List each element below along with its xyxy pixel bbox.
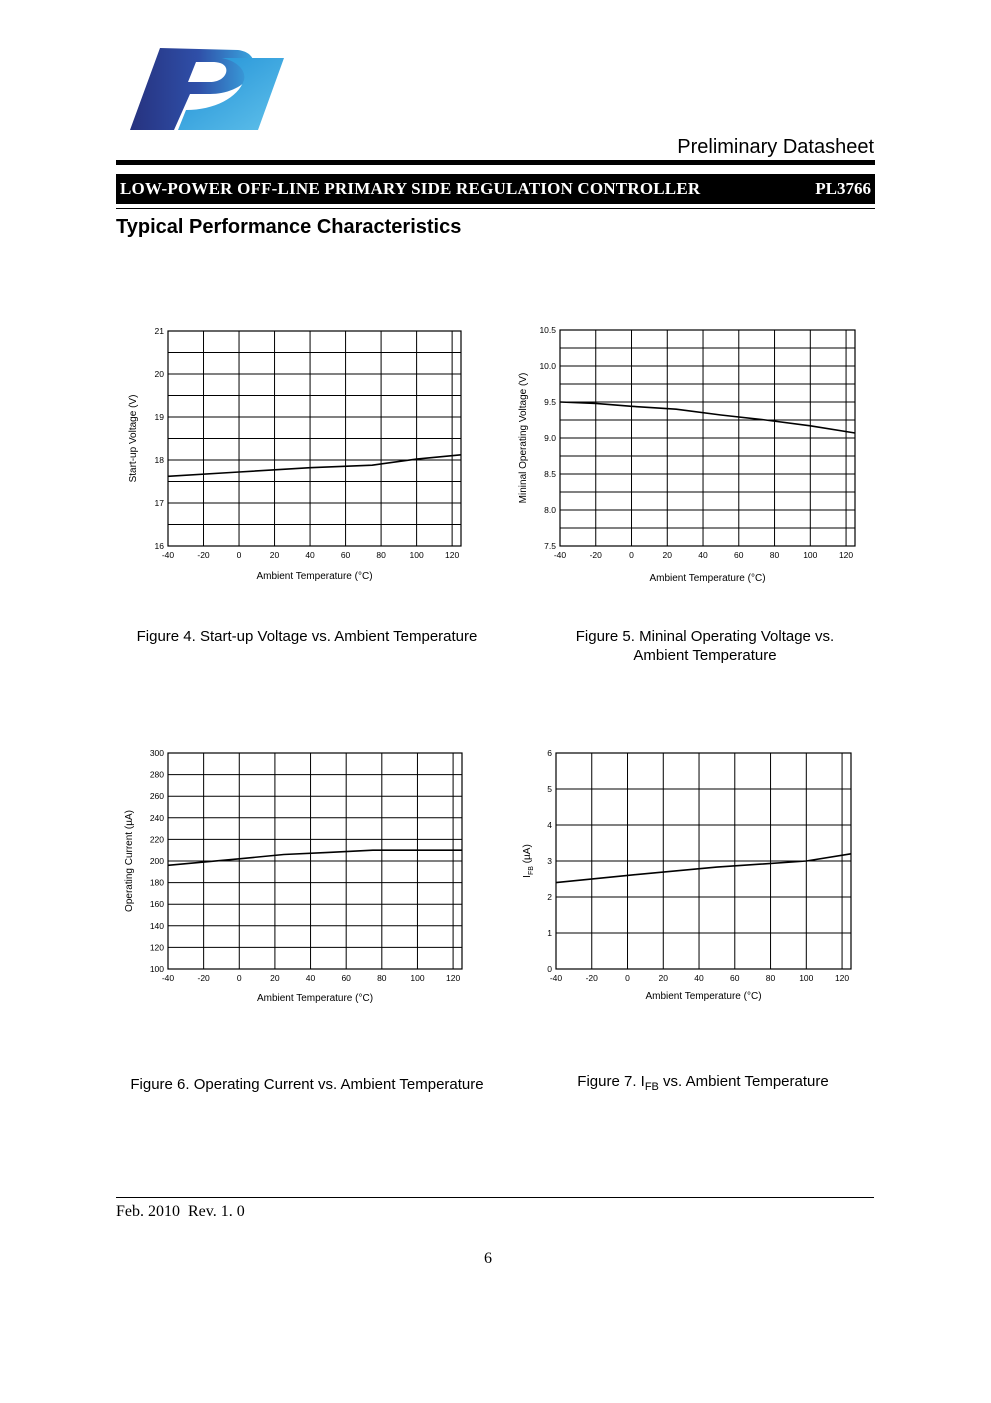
x-tick-label: -40 — [549, 973, 563, 983]
x-tick-label: 40 — [305, 973, 316, 983]
y-tick-label: 100 — [149, 964, 164, 974]
document-type-label: Preliminary Datasheet — [677, 136, 874, 158]
y-tick-label: 140 — [149, 920, 164, 931]
x-tick-label: 0 — [236, 550, 242, 560]
x-tick-label: 100 — [409, 550, 424, 560]
y-tick-label: 19 — [154, 412, 164, 422]
chart-ifb — [508, 742, 878, 1010]
y-axis-label — [522, 844, 535, 878]
y-tick-label: 120 — [149, 942, 164, 953]
figure-4-caption-text: Figure 4. Start-up Voltage vs. Ambient Temperature — [136, 628, 478, 645]
y-tick-label: 18 — [154, 455, 164, 465]
chart-minimal-operating-voltage — [508, 320, 878, 592]
chart-operating-current — [118, 742, 478, 1012]
x-tick-label: 60 — [734, 550, 744, 560]
y-tick-label: 3 — [547, 856, 552, 866]
x-tick-label: 120 — [445, 550, 460, 560]
figure-5-caption-line-2: Ambient Temperature — [633, 647, 777, 664]
x-axis-label: Ambient Temperature (°C) — [645, 991, 762, 1002]
x-tick-label: 120 — [838, 550, 854, 560]
figure-6-caption-text: Figure 6. Operating Current vs. Ambient Temperature — [130, 1076, 484, 1093]
y-tick-label: 0 — [547, 964, 552, 974]
y-tick-label: 200 — [149, 856, 164, 866]
y-tick-label: 8.5 — [544, 469, 556, 479]
y-tick-label: 21 — [154, 326, 164, 336]
y-tick-label: 9.5 — [544, 397, 556, 407]
x-tick-label: 20 — [269, 550, 280, 560]
x-tick-label: 20 — [658, 973, 669, 983]
y-tick-label: 8.0 — [544, 505, 556, 515]
figure-5-caption — [520, 627, 890, 665]
y-tick-label: 1 — [547, 928, 552, 938]
x-tick-label: 100 — [410, 973, 425, 983]
header-rule — [116, 160, 875, 165]
company-logo — [126, 44, 286, 134]
x-tick-label: -20 — [197, 550, 210, 560]
x-tick-label: -40 — [161, 973, 175, 983]
footer-rule — [116, 1197, 874, 1198]
x-tick-label: 60 — [730, 973, 740, 983]
y-tick-label: 16 — [154, 541, 164, 551]
y-tick-label: 300 — [149, 748, 164, 758]
y-axis-label-main: I — [522, 875, 533, 878]
x-tick-label: 100 — [799, 973, 814, 983]
x-tick-label: 20 — [662, 550, 673, 560]
y-tick-label: 20 — [154, 369, 164, 379]
section-title: Typical Performance Characteristics — [116, 216, 462, 238]
y-axis-label-subscript: FB — [528, 866, 535, 876]
x-axis-label: Ambient Temperature (°C) — [649, 573, 766, 584]
x-tick-label: 80 — [765, 973, 776, 983]
y-tick-label: 220 — [149, 834, 164, 845]
x-tick-label: 60 — [340, 550, 351, 560]
figure-7-caption-subscript: FB — [644, 1081, 659, 1093]
x-tick-label: 20 — [270, 973, 280, 983]
y-tick-label: 240 — [149, 812, 164, 823]
x-tick-label: -40 — [553, 550, 567, 560]
y-axis-label-unit: (µA) — [522, 844, 533, 867]
y-tick-label: 260 — [149, 791, 164, 802]
y-axis-label: Mininal Operating Voltage (V) — [518, 372, 529, 504]
banner-underline — [116, 208, 875, 209]
x-tick-label: -20 — [589, 550, 602, 560]
footer-revision: Feb. 2010 Rev. 1. 0 — [116, 1203, 245, 1220]
x-tick-label: 40 — [694, 973, 704, 983]
x-tick-label: 0 — [629, 550, 634, 560]
y-tick-label: 4 — [547, 820, 552, 830]
x-axis-label: Ambient Temperature (°C) — [256, 571, 373, 582]
figure-7-caption-rest: vs. Ambient Temperature — [658, 1073, 829, 1090]
x-tick-label: 60 — [341, 973, 351, 983]
x-tick-label: -40 — [161, 550, 175, 560]
y-tick-label: 17 — [154, 498, 164, 508]
y-tick-label: 5 — [547, 784, 552, 794]
x-tick-label: 120 — [834, 973, 850, 983]
x-tick-label: 0 — [625, 973, 630, 983]
x-tick-label: -20 — [585, 973, 598, 983]
y-tick-label: 10.0 — [539, 361, 556, 371]
y-axis-label: Start-up Voltage (V) — [128, 394, 139, 483]
x-tick-label: 80 — [769, 550, 780, 560]
figure-4-caption — [118, 628, 496, 645]
x-axis-label: Ambient Temperature (°C) — [256, 993, 374, 1004]
x-tick-label: 100 — [803, 550, 818, 560]
x-tick-label: 80 — [376, 550, 386, 560]
figure-6-caption — [118, 1076, 496, 1093]
y-tick-label: 180 — [149, 877, 164, 888]
y-tick-label: 6 — [547, 748, 552, 758]
x-tick-label: 80 — [377, 973, 387, 983]
y-tick-label: 160 — [149, 899, 164, 910]
y-tick-label: 280 — [149, 769, 164, 780]
x-tick-label: 40 — [305, 550, 315, 560]
x-tick-label: 0 — [236, 973, 242, 983]
figure-7-caption — [518, 1073, 888, 1093]
y-tick-label: 2 — [547, 892, 552, 902]
title-banner — [116, 174, 875, 204]
y-axis-label: Operating Current (µA) — [124, 810, 135, 912]
banner-title: LOW-POWER OFF-LINE PRIMARY SIDE REGULATION CONTROLLER — [120, 179, 701, 198]
figure-5-caption-line-1: Figure 5. Mininal Operating Voltage vs. — [575, 628, 835, 645]
x-tick-label: -20 — [197, 973, 210, 983]
y-tick-label: 7.5 — [544, 541, 556, 551]
part-number: PL3766 — [815, 179, 871, 198]
page-number: 6 — [484, 1250, 492, 1267]
figure-7-caption-main: Figure 7. I — [577, 1073, 645, 1090]
y-tick-label: 10.5 — [539, 325, 556, 335]
x-tick-label: 40 — [698, 550, 708, 560]
y-tick-label: 9.0 — [544, 433, 556, 443]
x-tick-label: 120 — [445, 973, 461, 983]
chart-start-up-voltage — [118, 320, 478, 590]
